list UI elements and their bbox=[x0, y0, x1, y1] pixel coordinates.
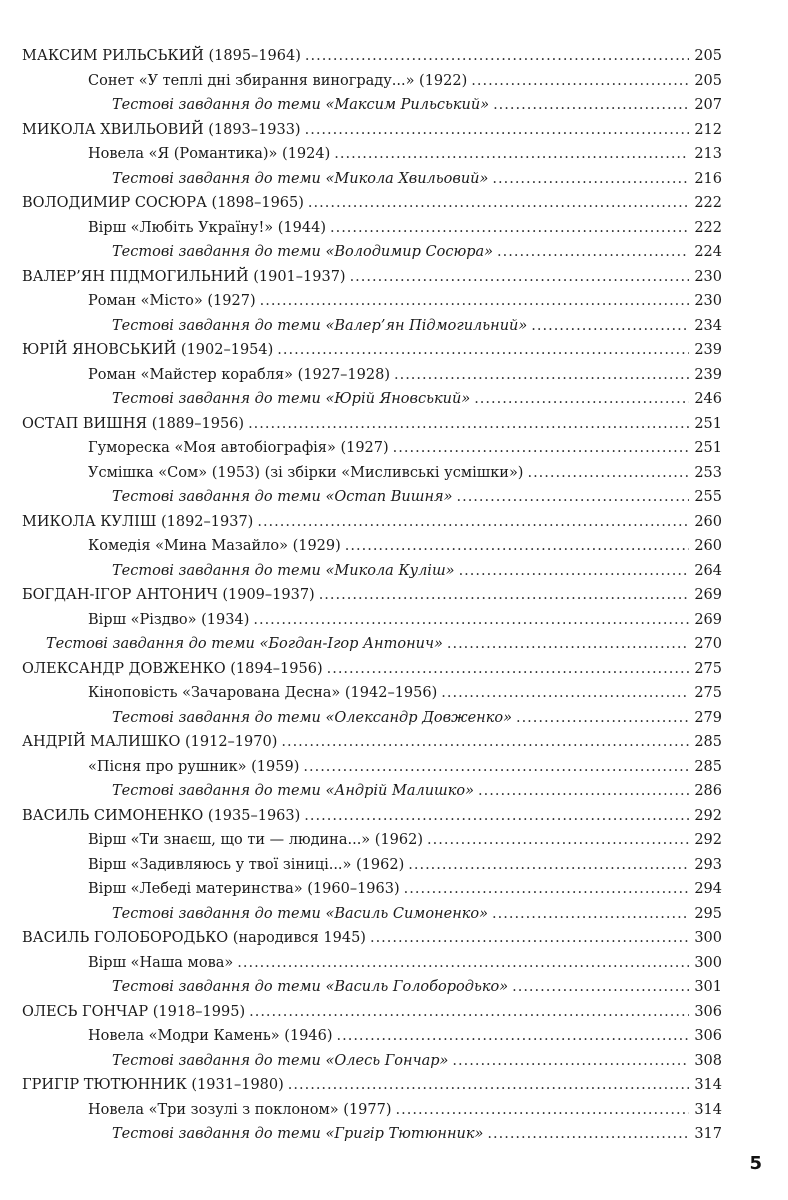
dot-leader bbox=[459, 559, 689, 584]
toc-entry-page: 269 bbox=[694, 611, 722, 628]
toc-entry-title: ОЛЕКСАНДР ДОВЖЕНКО (1894–1956) bbox=[22, 660, 323, 677]
toc-entry-title: Комедія «Мина Мазайло» (1929) bbox=[88, 538, 341, 554]
toc-entry-title: Новела «Модри Камень» (1946) bbox=[88, 1028, 333, 1044]
toc-entry-page: 260 bbox=[694, 513, 722, 530]
toc-entry-page: 239 bbox=[694, 342, 722, 358]
toc-work-entry bbox=[22, 363, 722, 388]
toc-test-entry bbox=[22, 314, 722, 339]
toc-entry-page: 275 bbox=[694, 660, 722, 677]
dot-leader bbox=[487, 1122, 689, 1147]
toc-author-entry bbox=[22, 1073, 722, 1098]
toc-entry-page: 293 bbox=[694, 856, 722, 873]
toc-entry-title: Тестові завдання до теми «Володимир Сосюра» bbox=[112, 244, 494, 260]
dot-leader bbox=[249, 1000, 689, 1025]
toc-test-entry bbox=[22, 902, 722, 927]
toc-entry-title: Тестові завдання до теми «Василь Голобородько» bbox=[112, 979, 509, 995]
toc-work-entry bbox=[22, 877, 722, 902]
toc-entry-title: Роман «Місто» (1927) bbox=[88, 293, 256, 309]
toc-test-entry bbox=[22, 1049, 722, 1074]
toc-entry-page: 294 bbox=[694, 881, 722, 897]
toc-entry-title: Тестові завдання до теми «Максим Рильський» bbox=[112, 97, 490, 113]
toc-work-entry bbox=[22, 608, 722, 633]
toc-entry-title: ЮРІЙ ЯНОВСЬКИЙ (1902–1954) bbox=[22, 342, 274, 358]
toc-entry-title: Тестові завдання до теми «Юрій Яновський» bbox=[112, 391, 471, 407]
toc-entry-page: 300 bbox=[694, 930, 722, 946]
toc-entry-title: ВАСИЛЬ ГОЛОБОРОДЬКО (народився 1945) bbox=[22, 930, 366, 946]
dot-leader bbox=[350, 265, 689, 290]
toc-entry-title: Вірш «Задивляюсь у твої зіниці...» (1962) bbox=[88, 856, 405, 873]
toc-entry-page: 207 bbox=[694, 97, 722, 113]
dot-leader bbox=[257, 510, 689, 535]
toc-entry-page: 279 bbox=[694, 709, 722, 726]
toc-work-entry bbox=[22, 1098, 722, 1123]
toc-entry-page: 205 bbox=[694, 72, 722, 89]
dot-leader bbox=[493, 93, 689, 118]
toc-entry-page: 308 bbox=[694, 1052, 722, 1069]
toc-entry-title: Новела «Три зозулі з поклоном» (1977) bbox=[88, 1101, 392, 1118]
toc-author-entry bbox=[22, 583, 722, 608]
toc-entry-page: 251 bbox=[694, 415, 722, 432]
dot-leader bbox=[441, 681, 689, 706]
toc-test-entry bbox=[22, 167, 722, 192]
toc-test-entry bbox=[22, 485, 722, 510]
toc-work-entry bbox=[22, 534, 722, 559]
dot-leader bbox=[327, 657, 689, 682]
dot-leader bbox=[304, 804, 689, 829]
dot-leader bbox=[527, 461, 689, 486]
toc-test-entry bbox=[22, 779, 722, 804]
toc-entry-title: Вірш «Різдво» (1934) bbox=[88, 611, 250, 628]
dot-leader bbox=[394, 363, 689, 388]
toc-entry-title: Гумореска «Моя автобіографія» (1927) bbox=[88, 440, 389, 456]
dot-leader bbox=[370, 926, 689, 951]
toc-entry-page: 264 bbox=[694, 562, 722, 579]
toc-entry-page: 246 bbox=[694, 391, 722, 407]
toc-test-entry bbox=[22, 387, 722, 412]
toc-entry-title: Роман «Майстер корабля» (1927–1928) bbox=[88, 366, 390, 383]
toc-author-entry bbox=[22, 926, 722, 951]
dot-leader bbox=[248, 412, 689, 437]
toc-entry-title: Вірш «Лебеді материнства» (1960–1963) bbox=[88, 881, 400, 897]
toc-test-entry bbox=[22, 975, 722, 1000]
toc-test-entry bbox=[22, 706, 722, 731]
toc-author-entry bbox=[22, 730, 722, 755]
dot-leader bbox=[404, 877, 689, 902]
toc-test-entry bbox=[22, 632, 722, 657]
toc-entry-page: 301 bbox=[694, 979, 722, 995]
toc-entry-title: Тестові завдання до теми «Андрій Малишко» bbox=[112, 783, 475, 799]
toc-work-entry bbox=[22, 951, 722, 976]
dot-leader bbox=[531, 314, 689, 339]
toc-entry-page: 260 bbox=[694, 538, 722, 554]
dot-leader bbox=[303, 755, 689, 780]
toc-entry-title: Новела «Я (Романтика)» (1924) bbox=[88, 146, 331, 162]
toc-entry-page: 222 bbox=[694, 219, 722, 236]
toc-test-entry bbox=[22, 240, 722, 265]
toc-author-entry bbox=[22, 510, 722, 535]
toc-work-entry bbox=[22, 69, 722, 94]
toc-entry-title: Вірш «Ти знаєш, що ти — людина...» (1962) bbox=[88, 832, 424, 848]
toc-entry-title: Вірш «Наша мова» bbox=[88, 954, 234, 971]
toc-entry-title: Тестові завдання до теми «Олександр Довженко» bbox=[112, 709, 512, 726]
toc-entry-page: 239 bbox=[694, 366, 722, 383]
toc-entry-page: 224 bbox=[694, 244, 722, 260]
toc-test-entry bbox=[22, 1122, 722, 1147]
dot-leader bbox=[471, 69, 689, 94]
toc-entry-page: 234 bbox=[694, 317, 722, 334]
toc-work-entry bbox=[22, 853, 722, 878]
toc-entry-title: ГРИГІР ТЮТЮННИК (1931–1980) bbox=[22, 1077, 284, 1093]
toc-entry-title: Тестові завдання до теми «Микола Куліш» bbox=[112, 562, 455, 579]
toc-entry-page: 222 bbox=[694, 195, 722, 211]
toc-entry-title: ВАЛЕР’ЯН ПІДМОГИЛЬНИЙ (1901–1937) bbox=[22, 268, 346, 285]
dot-leader bbox=[305, 118, 689, 143]
toc-entry-page: 306 bbox=[694, 1003, 722, 1020]
toc-work-entry bbox=[22, 216, 722, 241]
toc-entry-page: 295 bbox=[694, 905, 722, 922]
dot-leader bbox=[260, 289, 689, 314]
toc-entry-page: 255 bbox=[694, 489, 722, 505]
toc-entry-title: БОГДАН-ІГОР АНТОНИЧ (1909–1937) bbox=[22, 587, 315, 603]
toc-entry-title: ВАСИЛЬ СИМОНЕНКО (1935–1963) bbox=[22, 807, 301, 824]
toc-entry-page: 251 bbox=[694, 440, 722, 456]
toc-entry-title: АНДРІЙ МАЛИШКО (1912–1970) bbox=[22, 734, 278, 750]
toc-author-entry bbox=[22, 191, 722, 216]
toc-entry-page: 306 bbox=[694, 1028, 722, 1044]
toc-author-entry bbox=[22, 412, 722, 437]
toc-entry-page: 292 bbox=[694, 832, 722, 848]
toc-entry-page: 285 bbox=[694, 758, 722, 775]
toc-entry-title: ОСТАП ВИШНЯ (1889–1956) bbox=[22, 415, 245, 432]
toc-entry-title: Тестові завдання до теми «Валер’ян Підмогильний» bbox=[112, 317, 528, 334]
toc-entry-page: 212 bbox=[694, 121, 722, 138]
toc-entry-page: 285 bbox=[694, 734, 722, 750]
toc-entry-title: МИКОЛА КУЛІШ (1892–1937) bbox=[22, 513, 254, 530]
dot-leader bbox=[305, 44, 689, 69]
dot-leader bbox=[277, 338, 689, 363]
dot-leader bbox=[396, 1098, 689, 1123]
toc-entry-title: МАКСИМ РИЛЬСЬКИЙ (1895–1964) bbox=[22, 48, 301, 64]
toc-entry-page: 275 bbox=[694, 685, 722, 701]
dot-leader bbox=[516, 706, 689, 731]
dot-leader bbox=[337, 1024, 690, 1049]
toc-entry-title: Сонет «У теплі дні збирання винограду...» (1922) bbox=[88, 72, 468, 89]
toc-entry-title: Кіноповість «Зачарована Десна» (1942–1956) bbox=[88, 685, 438, 701]
toc-entry-page: 292 bbox=[694, 807, 722, 824]
toc-entry-page: 205 bbox=[694, 48, 722, 64]
dot-leader bbox=[308, 191, 689, 216]
dot-leader bbox=[452, 1049, 689, 1074]
toc-test-entry bbox=[22, 93, 722, 118]
toc-entry-title: Вірш «Любіть Україну!» (1944) bbox=[88, 219, 326, 236]
toc-work-entry bbox=[22, 461, 722, 486]
dot-leader bbox=[512, 975, 689, 1000]
toc-entry-page: 216 bbox=[694, 170, 722, 187]
toc-author-entry bbox=[22, 265, 722, 290]
toc-entry-page: 317 bbox=[694, 1126, 722, 1142]
toc-work-entry bbox=[22, 681, 722, 706]
toc-entry-page: 270 bbox=[694, 636, 722, 652]
dot-leader bbox=[478, 779, 689, 804]
toc-work-entry bbox=[22, 436, 722, 461]
dot-leader bbox=[319, 583, 689, 608]
toc-author-entry bbox=[22, 804, 722, 829]
dot-leader bbox=[345, 534, 689, 559]
toc-author-entry bbox=[22, 44, 722, 69]
toc-work-entry bbox=[22, 142, 722, 167]
dot-leader bbox=[334, 142, 689, 167]
toc-work-entry bbox=[22, 755, 722, 780]
toc-entry-title: Тестові завдання до теми «Богдан-Ігор Антонич» bbox=[46, 636, 443, 652]
toc-entry-page: 213 bbox=[694, 146, 722, 162]
toc-entry-title: Тестові завдання до теми «Микола Хвильовий» bbox=[112, 170, 489, 187]
dot-leader bbox=[393, 436, 689, 461]
toc-author-entry bbox=[22, 657, 722, 682]
toc-entry-page: 269 bbox=[694, 587, 722, 603]
toc-entry-page: 253 bbox=[694, 464, 722, 481]
toc-entry-page: 230 bbox=[694, 293, 722, 309]
toc-work-entry bbox=[22, 1024, 722, 1049]
toc-author-entry bbox=[22, 118, 722, 143]
toc-author-entry bbox=[22, 1000, 722, 1025]
toc-work-entry bbox=[22, 828, 722, 853]
toc-entry-title: Тестові завдання до теми «Василь Симоненко» bbox=[112, 905, 489, 922]
dot-leader bbox=[492, 167, 689, 192]
dot-leader bbox=[281, 730, 689, 755]
dot-leader bbox=[456, 485, 689, 510]
dot-leader bbox=[330, 216, 689, 241]
toc-work-entry bbox=[22, 289, 722, 314]
dot-leader bbox=[288, 1073, 689, 1098]
dot-leader bbox=[237, 951, 689, 976]
dot-leader bbox=[447, 632, 689, 657]
toc-entry-title: Тестові завдання до теми «Олесь Гончар» bbox=[112, 1052, 449, 1069]
dot-leader bbox=[427, 828, 689, 853]
toc-author-entry bbox=[22, 338, 722, 363]
dot-leader bbox=[474, 387, 689, 412]
toc-entry-page: 230 bbox=[694, 268, 722, 285]
dot-leader bbox=[408, 853, 689, 878]
toc-entry-title: ВОЛОДИМИР СОСЮРА (1898–1965) bbox=[22, 195, 304, 211]
toc-entry-title: Тестові завдання до теми «Григір Тютюнник» bbox=[112, 1126, 484, 1142]
table-of-contents bbox=[22, 44, 722, 1147]
toc-entry-page: 286 bbox=[694, 783, 722, 799]
dot-leader bbox=[253, 608, 689, 633]
toc-entry-page: 314 bbox=[694, 1101, 722, 1118]
dot-leader bbox=[497, 240, 689, 265]
toc-entry-title: «Пісня про рушник» (1959) bbox=[88, 758, 300, 775]
toc-entry-title: МИКОЛА ХВИЛЬОВИЙ (1893–1933) bbox=[22, 121, 301, 138]
toc-entry-title: Усмішка «Сом» (1953) (зі збірки «Мисливські усмішки») bbox=[88, 464, 524, 481]
toc-entry-page: 300 bbox=[694, 954, 722, 971]
toc-test-entry bbox=[22, 559, 722, 584]
toc-entry-title: ОЛЕСЬ ГОНЧАР (1918–1995) bbox=[22, 1003, 246, 1020]
toc-entry-page: 314 bbox=[694, 1077, 722, 1093]
page-number: 5 bbox=[749, 1153, 762, 1174]
toc-entry-title: Тестові завдання до теми «Остап Вишня» bbox=[112, 489, 453, 505]
dot-leader bbox=[492, 902, 689, 927]
